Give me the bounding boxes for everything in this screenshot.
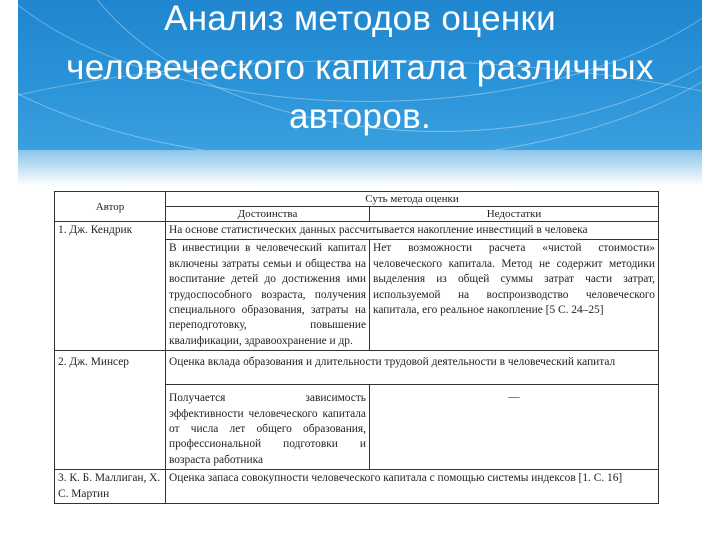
slide-title [18, 0, 702, 141]
advantages-cell: В инвестиции в человеческий капитал включены затраты семьи и общества на воспитание детей до достижения ими трудоспособного возраста, получения специального образования, затраты на переподготовку, повышение квалификации, здравоохранение и др. [166, 240, 370, 351]
author-cell: 1. Дж. Кендрик [55, 222, 166, 351]
table-row [55, 470, 659, 504]
methods-table [54, 191, 659, 504]
header-disadvantages: Недостатки [370, 207, 659, 222]
disadvantages-cell: — [370, 385, 659, 470]
slide-title-line: человеческого капитала различных [66, 48, 654, 87]
title-banner-fade [18, 150, 702, 186]
summary-cell: На основе статистических данных рассчитывается накопление инвестиций в человека [166, 222, 659, 240]
author-cell: 3. К. Б. Маллиган, Х. С. Мартин [55, 470, 166, 504]
summary-cell: Оценка вклада образования и длительности трудовой деятельности в человеческий капитал [166, 351, 659, 385]
table-row [55, 351, 659, 385]
table-row [55, 222, 659, 240]
disadvantages-cell: Нет возможности расчета «чистой стоимости» человеческого капитала. Метод не содержит методики выделения из общей суммы затрат части затрат, используемой на воспроизводство человеческого капитала, его реальное накопление [5 С. 24–25] [370, 240, 659, 351]
table-header-row [55, 192, 659, 207]
header-advantages: Достоинства [166, 207, 370, 222]
advantages-cell: Получается зависимость эффективности человеческого капитала от числа лет общего образования, профессиональной подготовки и возраста работника [166, 385, 370, 470]
slide-title-line: авторов. [288, 97, 432, 136]
header-essence: Суть метода оценки [166, 192, 659, 207]
slide-title-banner [18, 0, 702, 150]
slide-title-line: Анализ методов оценки [164, 0, 556, 38]
summary-cell: Оценка запаса совокупности человеческого капитала с помощью системы индексов [1. С. 16] [166, 470, 659, 504]
author-cell: 2. Дж. Минсер [55, 351, 166, 470]
header-author: Автор [55, 192, 166, 222]
